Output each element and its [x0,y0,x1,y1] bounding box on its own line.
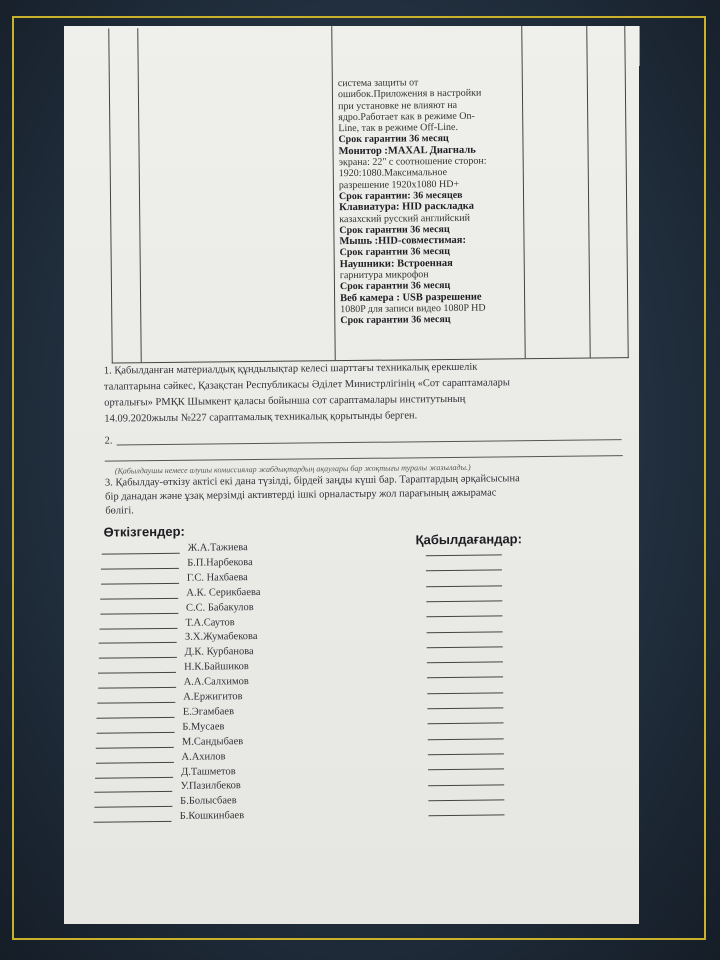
spec-line: Срок гарантии 36 месяц [339,223,450,236]
receiver-signature-line [428,753,504,755]
document-page [64,26,639,924]
spec-line: система защиты от [337,77,419,90]
spec-line: Наушники: Встроенная [339,257,453,270]
receiver-signature-line [426,585,502,587]
condition-note: (Қабылдаушы немесе алушы комиссиялар жабдықтардың ақаулары бар жоқтығы туралы жазылады.) [114,462,471,476]
signature-line [95,776,173,778]
signer-name: Д.К. Курбанова [184,646,254,659]
paragraph-line: талаптарына сәйкес, Қазақстан Республикасы Әділет Министрлігінің «Сот сараптамалары [103,377,510,393]
signer-name: Д.Ташметов [180,765,236,778]
spec-line: Клавиатура: HID раскладка [339,200,474,214]
paragraph-line: 1. Қабылданған материалдық құндылықтар келесі шарттағы техникалық ерекшелік [103,361,478,377]
spec-line: 1080P для записи видео 1080P HD [340,302,486,316]
spec-line: экрана: 22" с соотношение сторон: [338,155,487,169]
item-2-line [105,455,623,461]
spec-line: 1920:1080.Максимальное [338,167,448,180]
signature-line [101,568,179,570]
paragraph-line: орталығы» РМҚК Шымкент қаласы бойынша сот сараптамалары институтының [104,393,466,409]
receiver-signature-line [427,707,503,709]
signer-name: Б.Мусаев [182,721,225,733]
spec-line: разрешение 1920х1080 HD+ [338,178,460,191]
signer-name: Е.Эгамбаев [182,706,235,718]
signer-name: У.Пазилбеков [180,780,241,793]
spec-line: гарнитура микрофон [339,269,429,282]
receiver-signature-line [427,631,503,633]
signature-line [101,583,179,585]
signer-name: А.А.Салхимов [183,676,249,688]
signature-line [99,657,177,659]
paragraph-line: 14.09.2020жылы №227 сараптамалық техникалық қорытынды берген. [104,410,418,425]
table-column-divider [521,26,525,358]
receiver-signature-line [429,815,505,817]
spec-line: Срок гарантии 36 месяц [340,314,451,327]
signer-name: Г.С. Нахбаева [186,571,248,584]
signature-line [98,687,176,689]
signature-line [100,598,178,600]
signature-line [96,761,174,763]
receiver-signature-line [428,738,504,740]
spec-line: Срок гарантии 36 месяц [338,133,449,146]
signer-name: Б.П.Нарбекова [187,556,253,569]
paragraph-line: 3. Қабылдау-өткізу актісі екі дана түзілді, бірдей заңды күші бар. Тараптардың әрқайсысына [104,473,520,489]
receiver-signature-line [426,554,502,556]
signature-line [100,612,178,614]
paragraph-line: бөлігі. [105,505,134,517]
receivers-heading: Қабылдағандар: [415,531,522,548]
spec-line: Срок гарантии 36 месяц [339,246,450,259]
spec-line: Line, так в режиме Off-Line. [338,122,459,135]
receiver-signature-line [426,570,502,572]
signer-name: М.Сандыбаев [181,735,244,748]
spec-line: Веб камера : USB разрешение [340,291,482,304]
signer-name: А.К. Серикбаева [186,586,261,599]
signer-name: С.С. Бабакулов [185,601,254,614]
spec-line: ошибок.Приложения в настройки [337,87,482,101]
spec-line: Мышь :HID-совместимая: [339,234,466,248]
signer-name: А.Ахилов [181,750,226,763]
spec-line: Срок гарантии: 36 месяцев [338,189,463,203]
signature-line [96,747,174,749]
spec-line: Монитор :MAXAL Диагналь [338,144,476,157]
signer-name: З.Х.Жумабекова [184,631,258,644]
signature-line [94,821,172,823]
table-column-divider [137,28,141,362]
spec-line: Срок гарантии 36 месяц [339,280,451,293]
signature-line [102,553,180,555]
receiver-signature-line [428,769,504,771]
signer-name: Т.А.Саутов [185,616,235,629]
receiver-signature-line [427,662,503,664]
spec-line: ядро.Работает как в режиме On- [338,110,475,124]
signature-line [98,672,176,674]
spec-table [108,26,628,364]
receiver-signature-line [427,677,503,679]
receiver-signature-line [427,646,503,648]
signature-line [97,702,175,704]
receiver-signature-line [427,692,503,694]
spec-line: при установке не влияют на [338,99,458,112]
receiver-signature-line [428,723,504,725]
signer-name: А.Ержигитов [183,691,243,703]
signature-line [99,642,177,644]
item-2-number: 2. [104,435,113,447]
table-column-divider [586,26,590,358]
signature-line [100,627,178,629]
signer-name: Б.Кошкинбаев [179,810,245,823]
signature-line [96,732,174,734]
paragraph-line: бір данадан және ұзақ мерзімді активтерді ішкі орналастыру жол парағының ажырамас [105,487,497,503]
table-column-divider [331,26,335,360]
spec-line: казахский русский английский [339,212,470,225]
receiver-signature-line [426,616,502,618]
signature-line [97,717,175,719]
spec-description-cell [338,77,489,327]
receiver-signature-line [428,799,504,801]
receiver-signature-line [428,784,504,786]
signer-name: Ж.А.Тажиева [187,542,248,554]
signature-line [94,806,172,808]
transferors-heading: Өткізгендер: [103,523,185,540]
signer-name: Н.К.Байшиков [184,661,249,673]
item-2-line [117,439,622,445]
signer-name: Б.Болысбаев [180,795,237,808]
receiver-signature-line [426,600,502,602]
signature-line [95,791,173,793]
